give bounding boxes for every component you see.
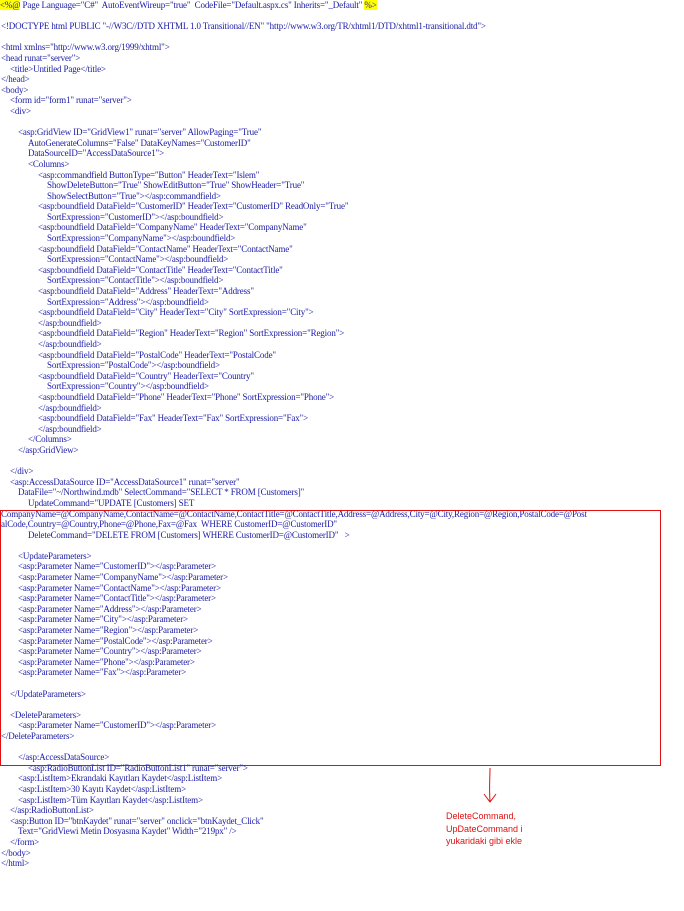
code-line: SortExpression="Country"></asp:boundfield> (47, 381, 209, 392)
annotation-note: DeleteCommand, UpDateCommand i yukaridaki gibi ekle (446, 811, 523, 846)
code-line: <asp:ListItem>30 Kayıtı Kaydet</asp:ListItem> (18, 783, 187, 794)
code-line: </html> (1, 858, 30, 869)
code-line: <asp:Parameter Name="Fax"></asp:Parameter> (18, 667, 187, 678)
code-line: <asp:Parameter Name="CustomerID"></asp:Parameter> (18, 720, 217, 731)
code-line: <asp:Parameter Name="ContactName"></asp:Parameter> (18, 582, 221, 593)
code-line: <asp:ListItem>Tüm Kayıtları Kaydet</asp:ListItem> (18, 794, 203, 805)
code-line: DataSourceID="AccessDataSource1"> (28, 148, 164, 159)
code-line: <asp:Parameter Name="CompanyName"></asp:Parameter> (18, 572, 228, 583)
code-line: <asp:Parameter Name="ContactTitle"></asp:Parameter> (18, 593, 216, 604)
code-line: <div> (10, 105, 31, 116)
code-line: <asp:boundfield DataField="City" HeaderText="City" SortExpression="City"> (38, 307, 314, 318)
code-line (0, 456, 684, 467)
code-line: <body> (1, 84, 29, 95)
code-line: </asp:RadioButtonList> (10, 805, 94, 816)
code-line: </asp:GridView> (18, 444, 79, 455)
code-line: <asp:boundfield DataField="CustomerID" HeaderText="CustomerID" ReadOnly="True" (38, 201, 349, 212)
code-line: <asp:Parameter Name="Address"></asp:Parameter> (18, 603, 202, 614)
code-line (0, 117, 684, 128)
code-line: <asp:boundfield DataField="CompanyName" HeaderText="CompanyName" (38, 222, 307, 233)
code-line: <asp:boundfield DataField="ContactName" HeaderText="ContactName" (38, 243, 293, 254)
code-line: <asp:Parameter Name="Country"></asp:Parameter> (18, 646, 202, 657)
code-line: Text="GridViewi Metin Dosyasına Kaydet" Width="219px" /> (18, 826, 237, 837)
code-line: AutoGenerateColumns="False" DataKeyNames="CustomerID" (28, 137, 251, 148)
annotation-arrow-icon (476, 767, 506, 807)
code-line: <asp:Button ID="btnKaydet" runat="server" onclick="btnKaydet_Click" (10, 815, 264, 826)
code-line: <asp:Parameter Name="City"></asp:Parameter> (18, 614, 188, 625)
code-line: <asp:Parameter Name="Region"></asp:Parameter> (18, 625, 199, 636)
code-line (0, 32, 684, 43)
code-line: <title>Untitled Page</title> (10, 63, 106, 74)
code-line: CompanyName=@CompanyName,ContactName=@ContactName,ContactTitle=@ContactTitle,Address=@Address,City=@City,Region=@Region,PostalCode=@Post (1, 508, 587, 519)
code-line: <asp:RadioButtonList ID="RadioButtonList1" runat="server"> (28, 762, 248, 773)
code-line: <asp:boundfield DataField="PostalCode" HeaderText="PostalCode" (38, 349, 276, 360)
code-line: <asp:Parameter Name="PostalCode"></asp:Parameter> (18, 635, 213, 646)
code-line: UpdateCommand="UPDATE [Customers] SET (28, 497, 195, 508)
code-line: <asp:boundfield DataField="Fax" HeaderText="Fax" SortExpression="Fax"> (38, 413, 308, 424)
code-line: <DeleteParameters> (10, 709, 81, 720)
code-line: ShowSelectButton="True"></asp:commandfield> (47, 190, 221, 201)
code-line: <asp:commandfield ButtonType="Button" HeaderText="Islem" (38, 169, 260, 180)
code-line: <asp:boundfield DataField="ContactTitle" HeaderText="ContactTitle" (38, 264, 283, 275)
code-line: <head runat="server"> (1, 52, 81, 63)
code-line: SortExpression="CompanyName"></asp:boundfield> (47, 233, 236, 244)
code-line: </asp:AccessDataSource> (18, 752, 110, 763)
code-line: <asp:boundfield DataField="Phone" HeaderText="Phone" SortExpression="Phone"> (38, 391, 335, 402)
code-line: <asp:AccessDataSource ID="AccessDataSource1" runat="server" (10, 476, 240, 487)
code-line: <UpdateParameters> (18, 550, 92, 561)
code-line: <asp:ListItem>Ekrandaki Kayıtları Kaydet</asp:ListItem> (18, 773, 222, 784)
code-line: </DeleteParameters> (1, 730, 75, 741)
highlight-box (0, 510, 661, 766)
code-line: </form> (10, 836, 40, 847)
code-line (0, 11, 684, 22)
code-line: SortExpression="ContactTitle"></asp:boundfield> (47, 275, 224, 286)
code-line: ShowDeleteButton="True" ShowEditButton="True" ShowHeader="True" (47, 180, 305, 191)
code-line: <!DOCTYPE html PUBLIC "-//W3C//DTD XHTML 1.0 Transitional//EN" "http://www.w3.org/TR/xhtml1/DTD/xhtml1-transitional.dtd"> (1, 21, 486, 32)
code-line: </head> (1, 74, 30, 85)
code-line: DataFile="~/Northwind.mdb" SelectCommand="SELECT * FROM [Customers]" (18, 487, 305, 498)
code-line: SortExpression="PostalCode"></asp:boundfield> (47, 360, 220, 371)
code-line: <form id="form1" runat="server"> (10, 95, 132, 106)
code-line: </asp:boundfield> (38, 317, 102, 328)
code-line: <asp:Parameter Name="CustomerID"></asp:Parameter> (18, 561, 217, 572)
code-line: <asp:GridView ID="GridView1" runat="server" AllowPaging="True" (18, 127, 262, 138)
code-line: </UpdateParameters> (10, 688, 86, 699)
code-line: SortExpression="CustomerID"></asp:boundfield> (47, 211, 224, 222)
code-line: <Columns> (28, 158, 70, 169)
code-line: DeleteCommand="DELETE FROM [Customers] WHERE CustomerID=@CustomerID" > (28, 529, 350, 540)
code-line: </asp:boundfield> (38, 423, 102, 434)
code-line: </body> (1, 847, 31, 858)
code-line: <asp:boundfield DataField="Country" HeaderText="Country" (38, 370, 254, 381)
code-line: SortExpression="Address"></asp:boundfield> (47, 296, 209, 307)
code-line: </Columns> (28, 434, 72, 445)
code-line: <html xmlns="http://www.w3.org/1999/xhtml"> (1, 42, 170, 53)
code-line: </div> (10, 466, 34, 477)
code-line: <asp:boundfield DataField="Address" HeaderText="Address" (38, 286, 254, 297)
code-line: alCode,Country=@Country,Phone=@Phone,Fax=@Fax WHERE CustomerID=@CustomerID" (1, 519, 337, 530)
code-line: SortExpression="ContactName"></asp:boundfield> (47, 254, 229, 265)
code-line: <%@ Page Language="C#" AutoEventWireup="true" CodeFile="Default.aspx.cs" Inherits="_Default" %> (0, 0, 377, 10)
code-line: <asp:Parameter Name="Phone"></asp:Parameter> (18, 656, 195, 667)
code-line: </asp:boundfield> (38, 402, 102, 413)
code-line: </asp:boundfield> (38, 339, 102, 349)
code-line: <asp:boundfield DataField="Region" HeaderText="Region" SortExpression="Region"> (38, 328, 345, 339)
